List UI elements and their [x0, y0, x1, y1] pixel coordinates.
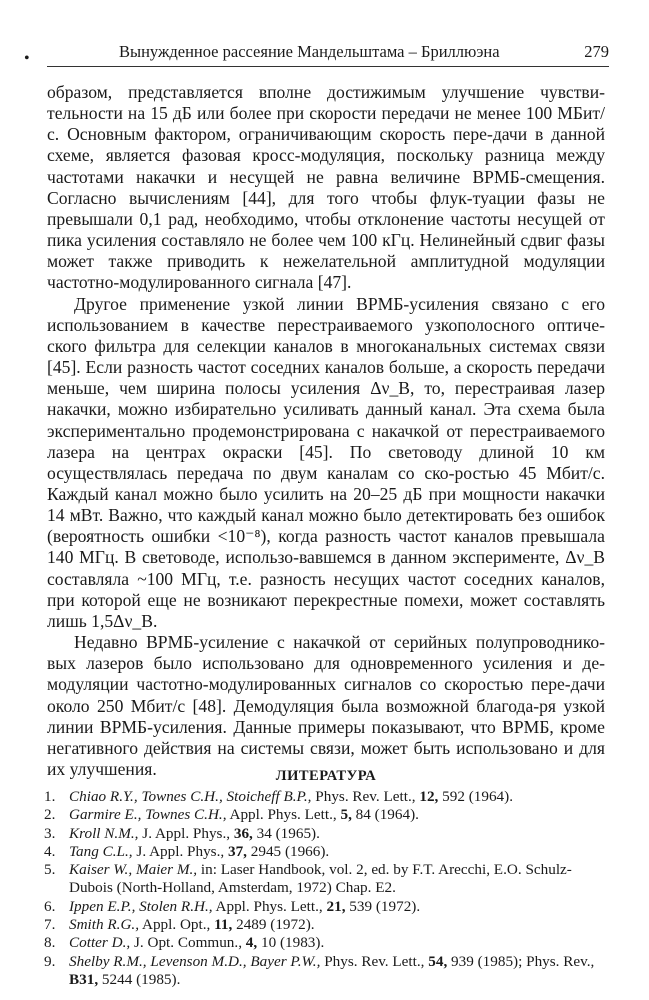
paragraph-3: Недавно ВРМБ-усиление с накачкой от серийных полупроводнико-вых лазеров было использовано для одновременного усиления и де-модуляции частотно-модулированных сигналов со скоростью пере-дачи около 250 Мбит/с [48]. Демодуляция была возможной благода-ря узкой линии ВРМБ-усиления. Данные примеры показывают, что ВРМБ, кроме негативного действия на системы связи, может быть использовано и для их улучшения. [47, 632, 605, 779]
page-number: 279 [584, 42, 609, 61]
reference-item: 5. Kaiser W., Maier M., in: Laser Handbook, vol. 2, ed. by F.T. Arecchi, E.O. Schulz-Dubois (North-Holland, Amsterdam, 1972) Chap. E2. [44, 861, 572, 897]
margin-dot: • [24, 50, 30, 67]
reference-item: 3. Kroll N.M., J. Appl. Phys., 36, 34 (1965). [44, 824, 320, 842]
running-header [47, 40, 609, 67]
paragraph-1: образом, представляется вполне достижимым улучшение чувстви-тельности на 15 дБ или более при скорости передачи не менее 100 МБит/с. Основным фактором, ограничивающим скорость пере-дачи в данной схеме, является фазовая кросс-модуляция, поскольку разница между частотами накачки и несущей не равна величине ВРМБ-смещения. Согласно вычислениям [44], для того чтобы флук-туации фазы не превышали 0,1 рад, необходимо, чтобы отклонение частоты несущей от пика усиления составляло не более чем 100 кГц. Нелинейный сдвиг фазы может также приводить к нежелательной амплитудной модуляции частотно-модулированного сигнала [47]. [47, 82, 605, 293]
reference-item: 9. Shelby R.M., Levenson M.D., Bayer P.W., Phys. Rev. Lett., 54, 939 (1985); Phys. Rev., B31, 5244 (1985). [44, 952, 595, 988]
paragraph-2: Другое применение узкой линии ВРМБ-усиления связано с его использованием в качестве перестраиваемого узкополосного оптиче-ского фильтра для селекции каналов в многоканальных системах связи [45]. Если разность частот соседних каналов больше, а скорость передачи меньше, чем ширина полосы усиления Δν_B, то, перестраивая лазер накачки, можно избирательно усиливать данный канал. Эта схема была экспериментально продемонстрирована с накачкой от перестраиваемого лазера на центрах окраски [45]. По световоду длиной 10 км осуществлялась передача по двум каналам со ско-ростью 45 Мбит/с. Каждый канал можно было усилить на 20–25 дБ при мощности накачки 14 мВт. Важно, что каждый канал можно было детектировать без ошибок (вероятность ошибки <10⁻⁸), когда разность частот каналов превышала 140 МГц. В световоде, использо-вавшемся в данном эксперименте, Δν_B составляла ~100 МГц, т.е. разность несущих частот соседних каналов, при которой еще не возникают перекрестные помехи, может составлять лишь 1,5Δν_B. [47, 293, 605, 631]
reference-item: 7. Smith R.G., Appl. Opt., 11, 2489 (1972). [44, 916, 315, 934]
reference-item: 1. Chiao R.Y., Townes C.H., Stoicheff B.P., Phys. Rev. Lett., 12, 592 (1964). [44, 788, 513, 805]
running-title: Вынужденное рассеяние Мандельштама – Бриллюэна [119, 42, 500, 61]
body-text [47, 82, 605, 780]
references-heading: ЛИТЕРАТУРА [275, 768, 377, 784]
reference-item: 6. Ippen E.P., Stolen R.H., Appl. Phys. Lett., 21, 539 (1972). [44, 897, 421, 915]
reference-item: 8. Cotter D., J. Opt. Commun., 4, 10 (1983). [44, 934, 325, 952]
reference-item: 4. Tang C.L., J. Appl. Phys., 37, 2945 (1966). [44, 842, 330, 860]
reference-list [44, 788, 608, 989]
reference-item: 2. Garmire E., Townes C.H., Appl. Phys. Lett., 5, 84 (1964). [44, 806, 419, 824]
